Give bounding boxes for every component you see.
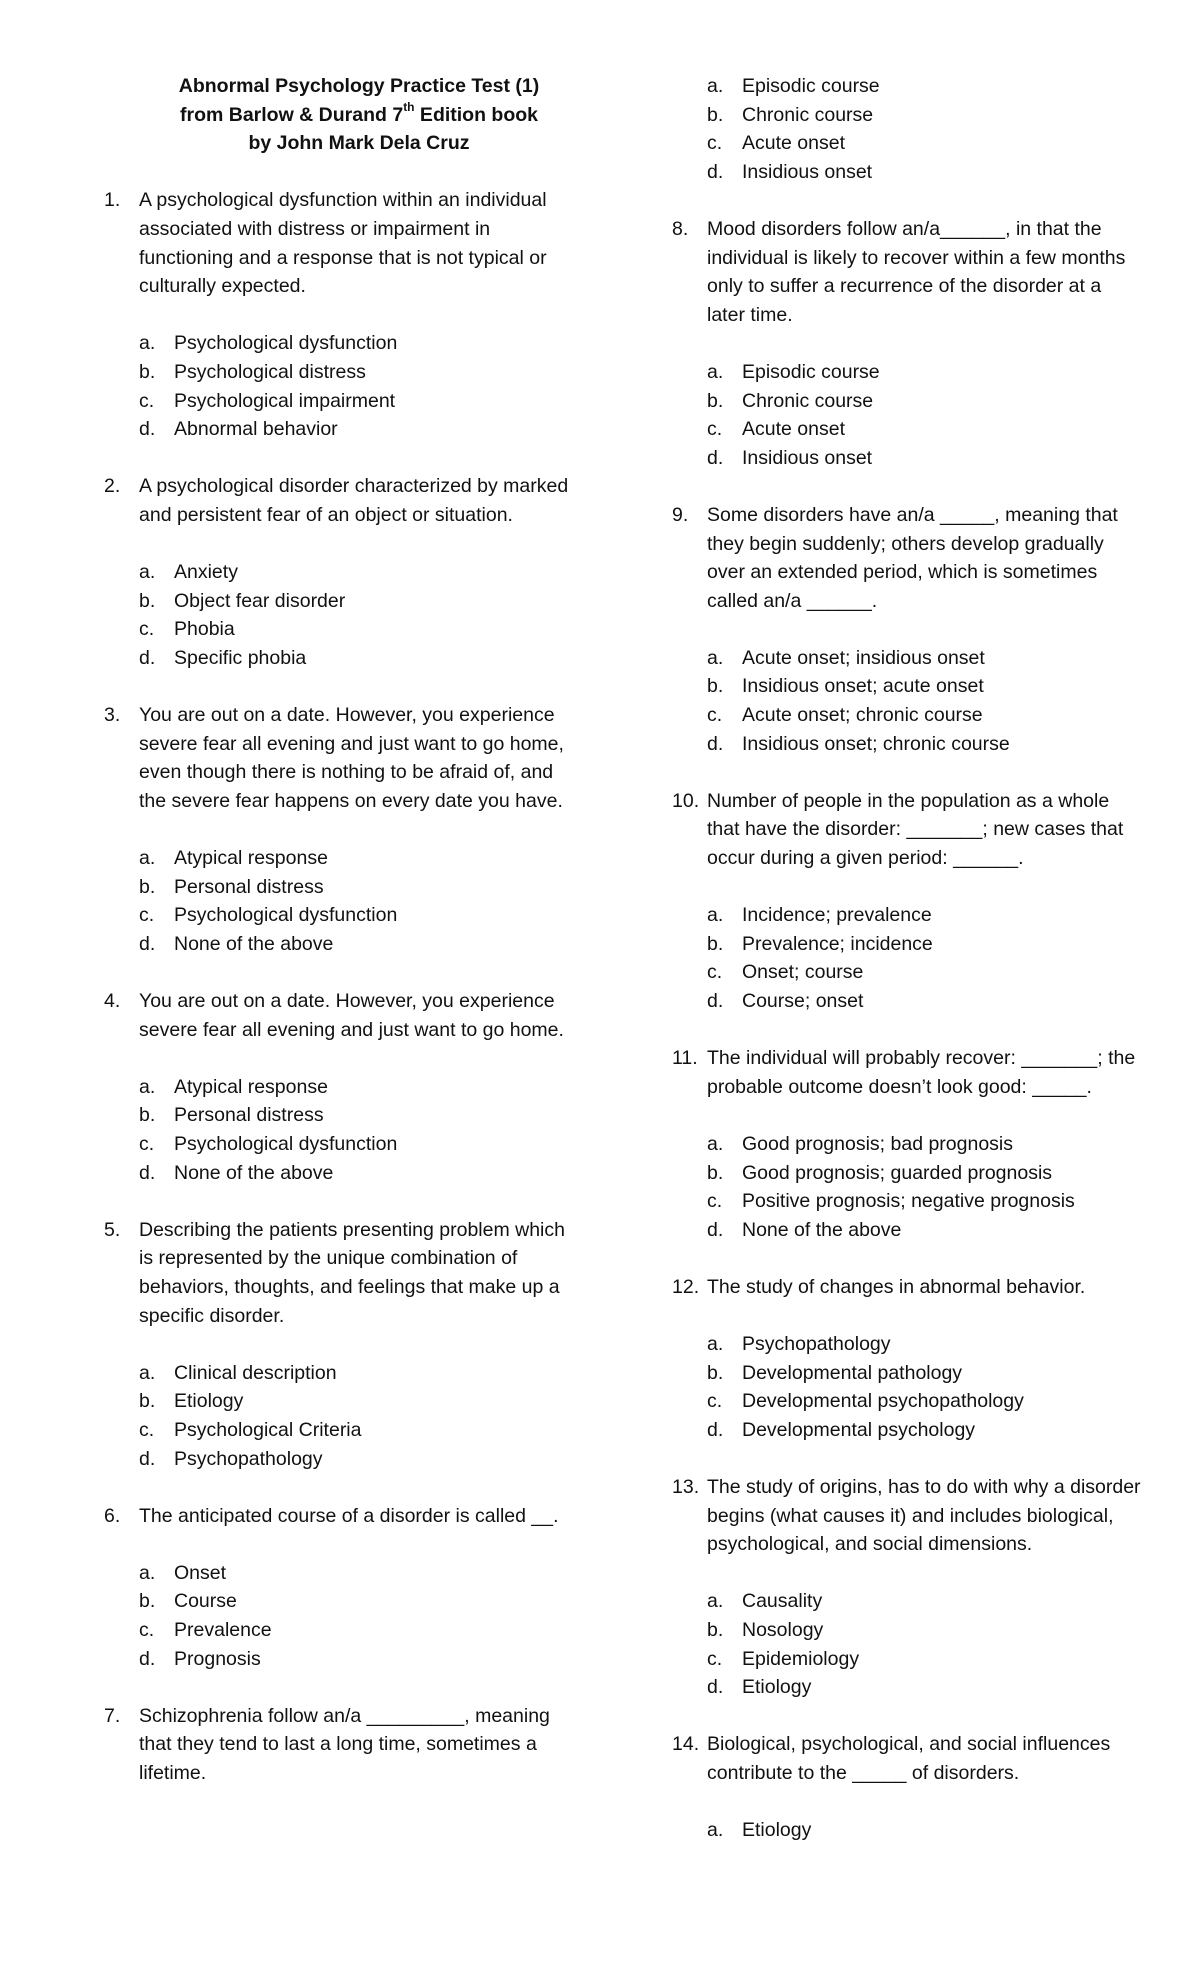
question-text: A psychological dysfunction within an individual associated with distress or impairment in functioning and a response that is not typical or culturally expected. — [139, 189, 547, 298]
option-text: Good prognosis; bad prognosis — [742, 1132, 1014, 1155]
option-letter: d. — [139, 646, 156, 669]
option-text: Course; onset — [742, 990, 864, 1012]
option-item — [104, 1387, 574, 1416]
option-letter: a. — [139, 847, 156, 870]
option-letter: d. — [139, 932, 156, 955]
question-number: 10. — [672, 789, 700, 812]
question-stem — [672, 1473, 1142, 1559]
option-letter: b. — [707, 932, 724, 955]
option-item — [104, 844, 574, 873]
title-superscript: th — [403, 100, 415, 115]
option-text: Anxiety — [174, 561, 238, 584]
option-letter: c. — [707, 1647, 723, 1670]
question-stem — [104, 472, 574, 529]
option-list — [104, 1073, 574, 1187]
question-text: A psychological disorder characterized by marked and persistent fear of an object or situation. — [139, 475, 569, 526]
option-text: Chronic course — [742, 389, 874, 412]
option-item — [672, 1359, 1142, 1388]
left-column — [104, 72, 574, 1816]
option-letter: b. — [707, 1161, 724, 1184]
option-text: Insidious onset — [742, 446, 873, 469]
question-number: 12. — [672, 1275, 700, 1298]
title-line-1: Abnormal Psychology Practice Test (1) — [178, 75, 540, 97]
option-list — [672, 901, 1142, 1015]
option-text: None of the above — [174, 1161, 334, 1184]
option-letter: c. — [707, 1190, 723, 1213]
question-text: The study of origins, has to do with why a disorder begins (what causes it) and includes biological, psychological, and social dimensions. — [707, 1476, 1141, 1556]
option-item — [104, 1587, 574, 1616]
option-text: Acute onset; chronic course — [742, 704, 983, 727]
question-item — [672, 787, 1142, 1016]
right-question-list — [672, 215, 1142, 1845]
option-letter: a. — [139, 1561, 156, 1584]
question-number: 5. — [104, 1218, 121, 1241]
option-list — [672, 1130, 1142, 1244]
question-item — [104, 186, 574, 443]
option-letter: b. — [707, 103, 724, 126]
option-text: None of the above — [742, 1218, 902, 1241]
option-text: Phobia — [174, 618, 235, 641]
option-letter: a. — [707, 1819, 724, 1842]
option-item — [104, 615, 574, 644]
option-letter: a. — [707, 1132, 724, 1155]
option-text: Onset; course — [742, 961, 864, 984]
question-text: Biological, psychological, and social influences contribute to the _____ of disorders. — [707, 1733, 1111, 1785]
option-text: Incidence; prevalence — [742, 904, 932, 927]
question-number: 14. — [672, 1733, 700, 1756]
option-text: Object fear disorder — [174, 589, 346, 612]
option-item — [672, 358, 1142, 387]
option-item — [104, 415, 574, 444]
question-text: Number of people in the population as a whole that have the disorder: _______; new cases that occur during a given period: ______. — [707, 789, 1124, 870]
question-stem — [104, 186, 574, 300]
option-item — [104, 644, 574, 673]
question-stem — [104, 701, 574, 815]
question-text: Describing the patients presenting problem which is represented by the unique combination of behaviors, thoughts, and feelings that make up a specific disorder. — [139, 1218, 565, 1327]
option-item — [672, 644, 1142, 673]
option-letter: d. — [139, 418, 156, 441]
option-text: Abnormal behavior — [174, 418, 338, 441]
question-item — [104, 987, 574, 1187]
option-item — [104, 930, 574, 959]
option-letter: b. — [139, 1390, 156, 1413]
option-item — [672, 1130, 1142, 1159]
question-number: 8. — [672, 217, 689, 240]
question-text: Mood disorders follow an/a______, in that the individual is likely to recover within a few months only to suffer a recurrence of the disorder at a later time. — [707, 217, 1126, 326]
option-letter: c. — [139, 904, 155, 927]
option-item — [104, 358, 574, 387]
question-number: 4. — [104, 990, 121, 1012]
option-letter: d. — [707, 1676, 724, 1699]
option-item — [104, 901, 574, 930]
option-list — [104, 1359, 574, 1473]
option-item — [672, 1330, 1142, 1359]
question-item — [672, 1273, 1142, 1445]
option-item — [672, 1645, 1142, 1674]
question-item — [104, 701, 574, 958]
option-letter: a. — [139, 1075, 156, 1098]
question-item — [104, 1502, 574, 1674]
option-letter: b. — [139, 360, 156, 383]
question-text: You are out on a date. However, you experience severe fear all evening and just want to go home, even though there is nothing to be afraid of, and the severe fear happens on every date you have. — [139, 704, 564, 812]
option-text: Psychopathology — [742, 1333, 891, 1356]
option-letter: d. — [139, 1161, 156, 1184]
option-item — [672, 387, 1142, 416]
option-letter: d. — [139, 1647, 156, 1670]
option-letter: d. — [707, 160, 724, 183]
option-item — [672, 72, 1142, 101]
question-text: Schizophrenia follow an/a _________, meaning that they tend to last a long time, sometimes a lifetime. — [139, 1704, 550, 1785]
option-text: Nosology — [742, 1619, 824, 1642]
option-text: Positive prognosis; negative prognosis — [742, 1190, 1075, 1213]
option-letter: c. — [707, 961, 723, 984]
option-letter: b. — [139, 589, 156, 612]
option-item — [104, 558, 574, 587]
option-text: Personal distress — [174, 875, 324, 898]
option-item — [104, 1130, 574, 1159]
option-letter: c. — [707, 418, 723, 441]
option-text: Developmental pathology — [742, 1361, 963, 1384]
option-letter: d. — [139, 1447, 156, 1470]
option-item — [104, 873, 574, 902]
option-text: Insidious onset; acute onset — [742, 675, 984, 698]
title-line-2 — [144, 101, 574, 130]
question-stem — [104, 1216, 574, 1330]
option-item — [672, 158, 1142, 187]
option-text: Prevalence — [174, 1619, 272, 1642]
option-item — [104, 1445, 574, 1474]
option-letter: a. — [707, 904, 724, 927]
option-item — [672, 701, 1142, 730]
option-item — [672, 1587, 1142, 1616]
option-letter: c. — [707, 132, 723, 155]
option-letter: c. — [139, 1418, 155, 1441]
question-number: 9. — [672, 503, 689, 526]
option-list — [104, 844, 574, 958]
option-letter: d. — [707, 1418, 724, 1441]
question-stem — [104, 1502, 574, 1531]
option-letter: b. — [707, 1361, 724, 1384]
option-item — [672, 672, 1142, 701]
option-text: Atypical response — [174, 847, 328, 870]
option-list — [672, 1330, 1142, 1444]
option-letter: b. — [707, 675, 724, 698]
option-letter: b. — [139, 1590, 156, 1613]
option-text: Psychological dysfunction — [174, 1132, 398, 1155]
option-letter: d. — [707, 1218, 724, 1241]
option-list — [672, 644, 1142, 758]
option-item — [672, 958, 1142, 987]
option-text: Prevalence; incidence — [742, 932, 933, 955]
option-list — [672, 1587, 1142, 1701]
option-letter: d. — [707, 990, 724, 1012]
option-letter: b. — [707, 389, 724, 412]
question-stem — [672, 787, 1142, 873]
option-text: Course — [174, 1590, 237, 1613]
option-letter: a. — [707, 75, 724, 97]
option-text: Good prognosis; guarded prognosis — [742, 1161, 1053, 1184]
option-item — [672, 101, 1142, 130]
question-item — [104, 472, 574, 672]
option-item — [672, 1216, 1142, 1245]
option-text: Prognosis — [174, 1647, 261, 1670]
question-item — [672, 1730, 1142, 1844]
question-number: 7. — [104, 1704, 121, 1727]
option-list — [672, 358, 1142, 472]
option-item — [104, 1616, 574, 1645]
option-item — [104, 1359, 574, 1388]
option-text: Acute onset; insidious onset — [742, 646, 985, 669]
question-item — [672, 501, 1142, 758]
option-text: Insidious onset — [742, 160, 873, 183]
question-text: The study of changes in abnormal behavior. — [707, 1275, 1086, 1298]
option-item — [672, 129, 1142, 158]
right-column — [672, 72, 1142, 1873]
option-item — [672, 1387, 1142, 1416]
option-text: Etiology — [174, 1390, 244, 1413]
option-item — [104, 1559, 574, 1588]
option-item — [104, 329, 574, 358]
question-number: 1. — [104, 189, 121, 212]
option-letter: c. — [707, 1390, 723, 1413]
option-item — [104, 1101, 574, 1130]
option-text: Developmental psychopathology — [742, 1390, 1024, 1413]
option-text: Insidious onset; chronic course — [742, 732, 1010, 755]
question-text: The anticipated course of a disorder is called __. — [139, 1504, 559, 1527]
option-letter: c. — [139, 1132, 155, 1155]
option-item — [672, 415, 1142, 444]
question-stem — [672, 1044, 1142, 1101]
option-item — [672, 1416, 1142, 1445]
question-stem — [672, 215, 1142, 329]
option-item — [672, 987, 1142, 1016]
option-text: None of the above — [174, 932, 334, 955]
question-item — [104, 1702, 574, 1788]
option-text: Causality — [742, 1590, 823, 1613]
option-letter: d. — [707, 446, 724, 469]
option-item — [104, 1073, 574, 1102]
option-text: Personal distress — [174, 1104, 324, 1127]
option-item — [672, 901, 1142, 930]
option-letter: a. — [139, 1361, 156, 1384]
option-list — [104, 1559, 574, 1673]
option-item — [672, 1187, 1142, 1216]
option-item — [104, 1159, 574, 1188]
option-item — [672, 1673, 1142, 1702]
question-text: Some disorders have an/a _____, meaning that they begin suddenly; others develop gradually over an extended period, which is sometimes called an/a ______. — [707, 503, 1118, 612]
question-text: The individual will probably recover: _______; the probable outcome doesn’t look good: _____. — [707, 1047, 1136, 1098]
option-letter: b. — [707, 1619, 724, 1642]
option-item — [672, 444, 1142, 473]
option-letter: a. — [707, 646, 724, 669]
question-stem — [104, 1702, 574, 1788]
option-text: Psychological distress — [174, 360, 366, 383]
option-text: Specific phobia — [174, 646, 307, 669]
question-number: 6. — [104, 1504, 121, 1527]
question-number: 3. — [104, 704, 121, 727]
option-letter: c. — [139, 1619, 155, 1642]
option-text: Epidemiology — [742, 1647, 860, 1670]
left-question-list — [104, 186, 574, 1787]
question-stem — [672, 1273, 1142, 1302]
option-letter: c. — [139, 618, 155, 641]
question-stem — [672, 501, 1142, 615]
option-text: Psychological Criteria — [174, 1418, 362, 1441]
question-item — [672, 215, 1142, 472]
option-letter: b. — [139, 875, 156, 898]
option-text: Onset — [174, 1561, 227, 1584]
question-item — [672, 1473, 1142, 1702]
option-text: Psychological dysfunction — [174, 332, 398, 355]
option-text: Etiology — [742, 1819, 812, 1842]
option-list — [672, 1816, 1142, 1845]
document-title — [144, 72, 574, 158]
option-text: Chronic course — [742, 103, 874, 126]
option-text: Atypical response — [174, 1075, 328, 1098]
option-letter: c. — [139, 389, 155, 412]
option-letter: d. — [707, 732, 724, 755]
question-number: 2. — [104, 475, 121, 498]
option-letter: a. — [707, 1590, 724, 1613]
question-number: 11. — [672, 1047, 698, 1070]
question-stem — [672, 1730, 1142, 1787]
option-item — [104, 587, 574, 616]
option-item — [672, 930, 1142, 959]
option-letter: b. — [139, 1104, 156, 1127]
option-text: Clinical description — [174, 1361, 337, 1384]
option-text: Psychological impairment — [174, 389, 396, 412]
option-list — [104, 329, 574, 443]
option-letter: a. — [139, 332, 156, 355]
option-item — [104, 387, 574, 416]
option-text: Acute onset — [742, 418, 845, 441]
option-letter: c. — [707, 704, 723, 727]
option-item — [672, 1816, 1142, 1845]
option-text: Episodic course — [742, 360, 880, 383]
question-7-options-continued — [672, 72, 1142, 186]
title-line-3: by John Mark Dela Cruz — [248, 132, 470, 155]
option-list — [672, 72, 1142, 186]
option-letter: a. — [139, 561, 156, 584]
question-item — [104, 1216, 574, 1473]
option-item — [104, 1645, 574, 1674]
option-text: Developmental psychology — [742, 1418, 976, 1441]
option-text: Etiology — [742, 1676, 812, 1699]
question-text: You are out on a date. However, you experience severe fear all evening and just want to go home. — [139, 990, 564, 1041]
option-item — [672, 1159, 1142, 1188]
option-letter: a. — [707, 360, 724, 383]
option-text: Episodic course — [742, 75, 880, 97]
option-item — [104, 1416, 574, 1445]
question-number: 13. — [672, 1476, 700, 1499]
option-text: Psychopathology — [174, 1447, 323, 1470]
option-letter: a. — [707, 1333, 724, 1356]
question-item — [672, 1044, 1142, 1244]
question-stem — [104, 987, 574, 1044]
title-line-2-end: Edition book — [414, 103, 538, 126]
title-line-2-main: from Barlow & Durand 7 — [179, 103, 404, 126]
option-item — [672, 730, 1142, 759]
option-text: Acute onset — [742, 132, 845, 155]
option-text: Psychological dysfunction — [174, 904, 398, 927]
option-item — [672, 1616, 1142, 1645]
option-list — [104, 558, 574, 672]
